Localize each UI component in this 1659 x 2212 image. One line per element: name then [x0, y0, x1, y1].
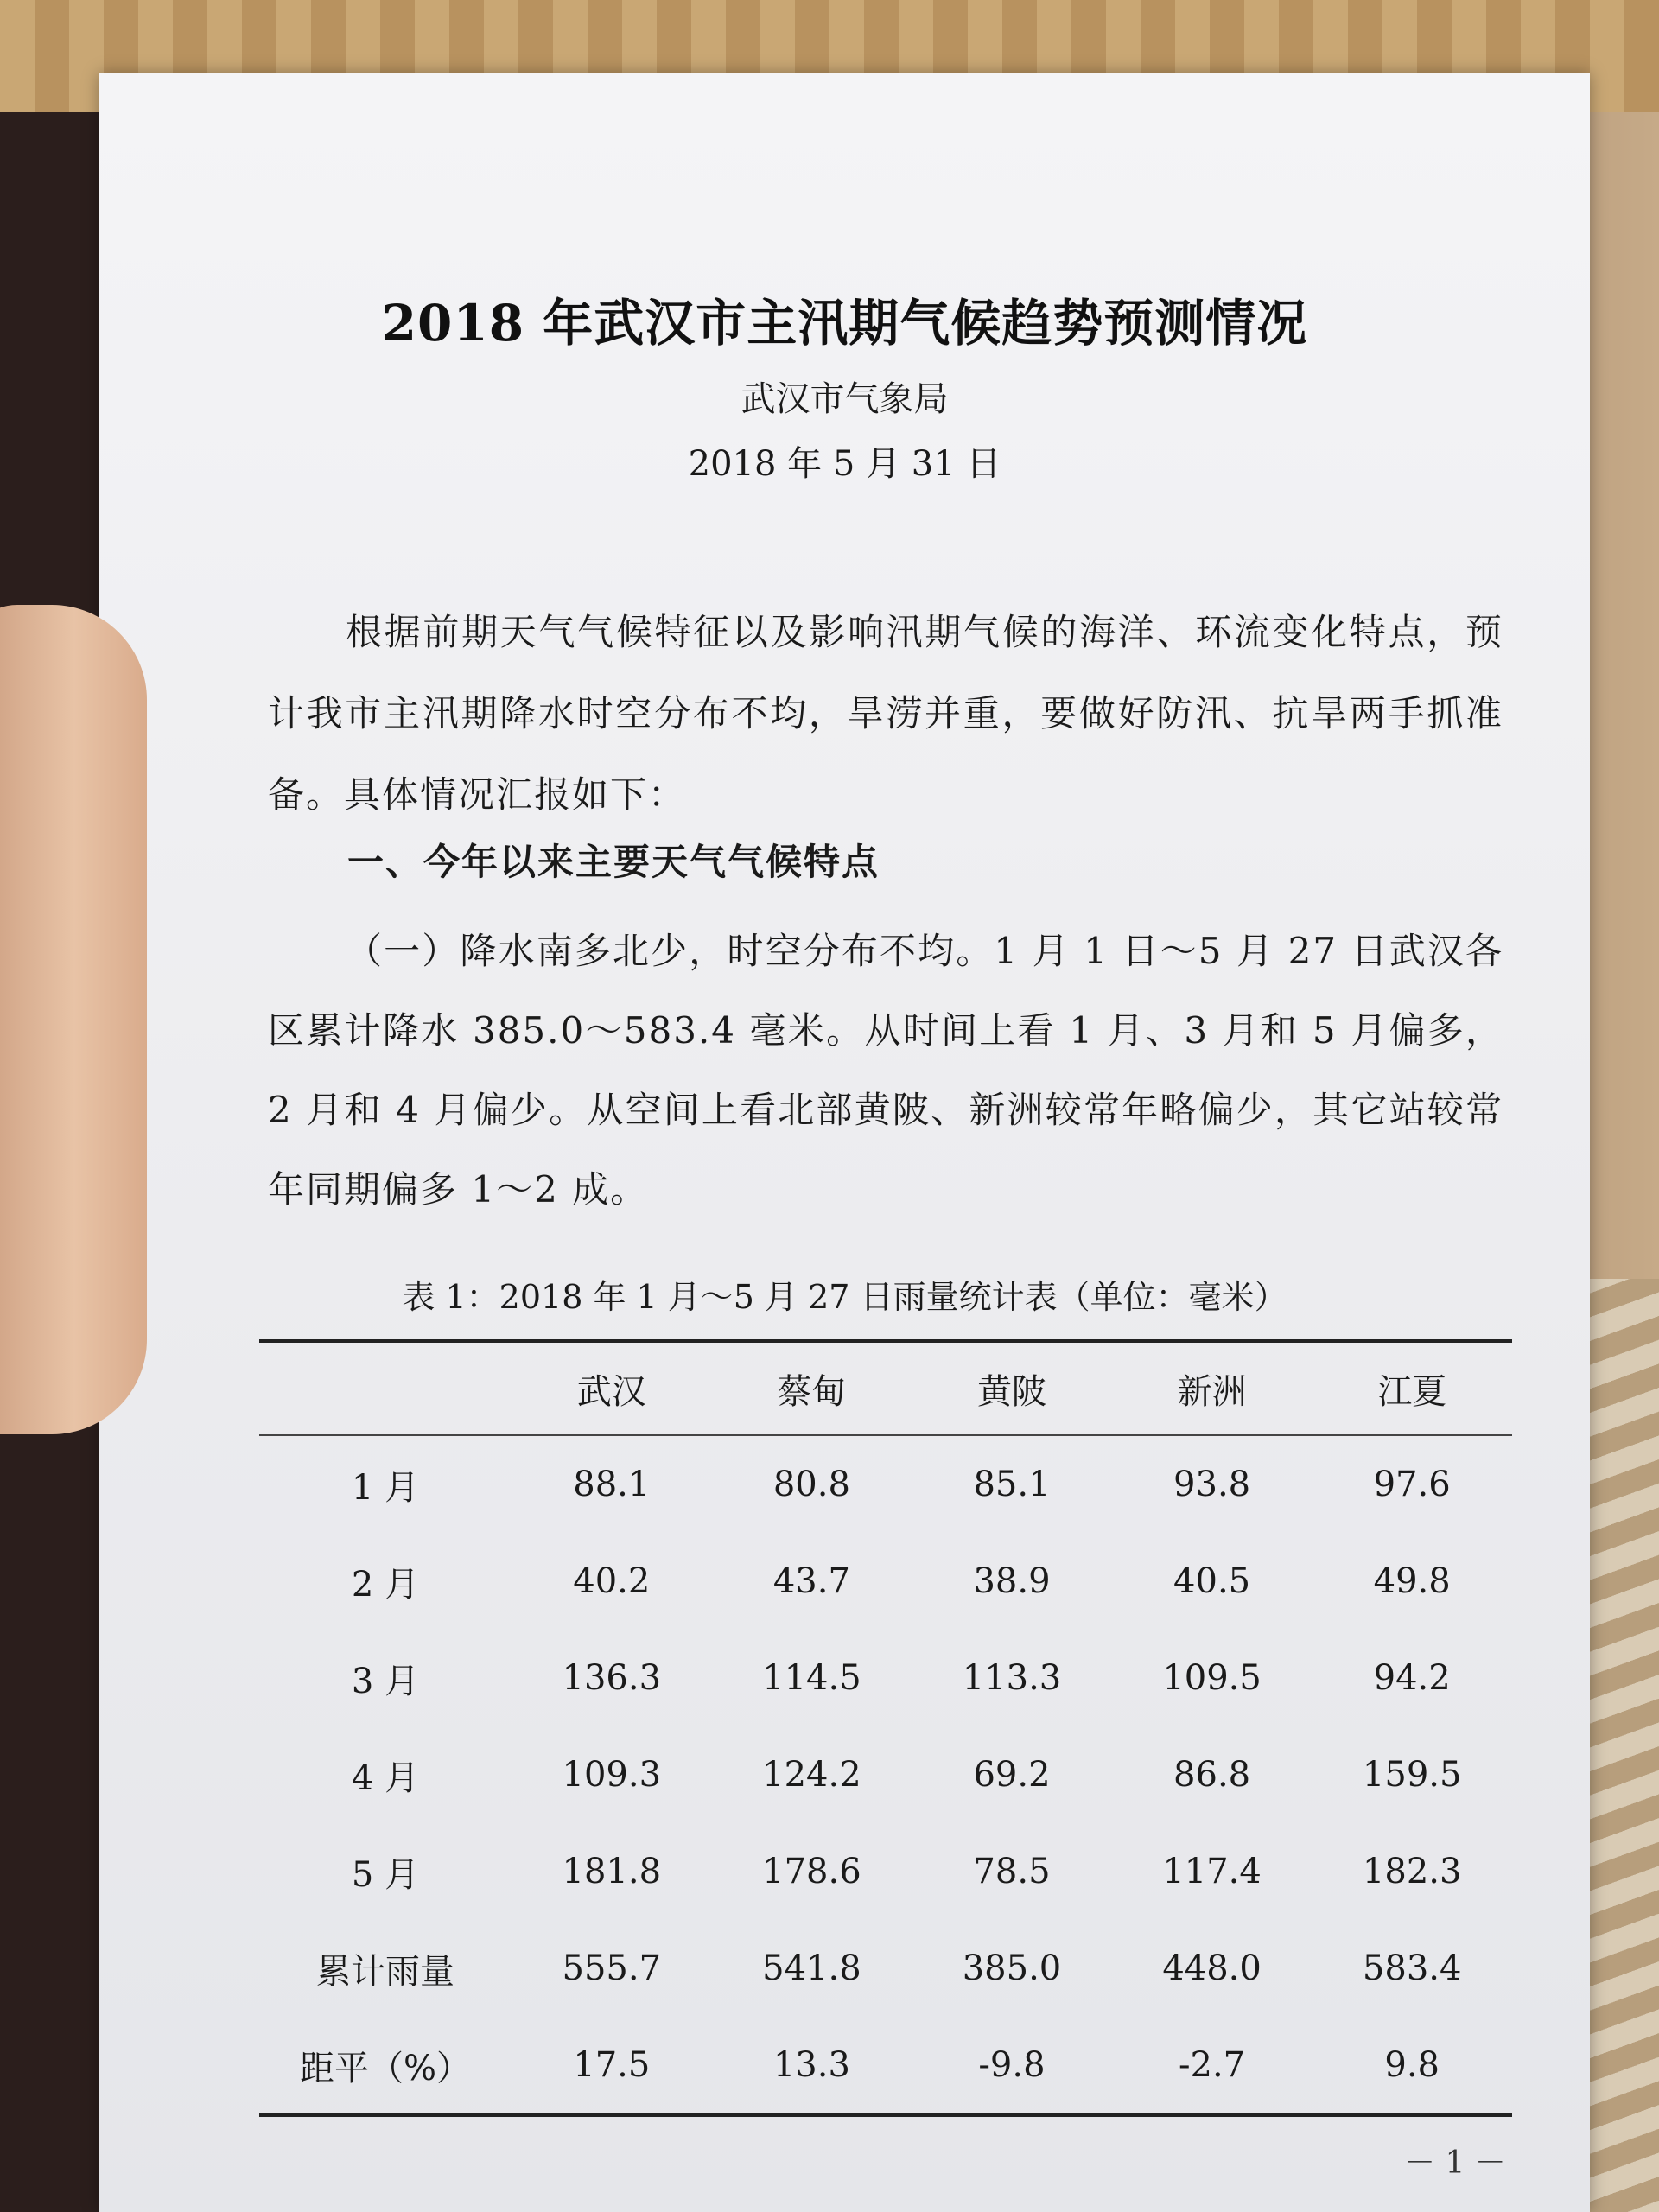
table-cell: 97.6 [1373, 1465, 1451, 1504]
table-row-label: 4 月 [351, 1758, 420, 1798]
table-row-label: 2 月 [351, 1564, 420, 1605]
table-header-cell: 蔡甸 [712, 1341, 912, 1435]
table-cell: 80.8 [772, 1465, 850, 1504]
table-row [259, 1726, 1512, 1823]
intro-paragraph: 根据前期天气气候特征以及影响汛期气候的海洋、环流变化特点，预计我市主汛期降水时空分布不均，旱涝并重，要做好防汛、抗旱两手抓准备。具体情况汇报如下： [268, 611, 1503, 816]
table-caption: 表 1：2018 年 1 月～5 月 27 日雨量统计表（单位：毫米） [402, 1278, 1287, 1316]
section-paragraph: （一）降水南多北少，时空分布不均。1 月 1 日～5 月 27 日武汉各区累计降水 385.0～583.4 毫米。从时间上看 1 月、3 月和 5 月偏多，2 月和 4 月偏少。从空间上看北部黄陂、新洲较常年略偏少，其它站较常年同期偏多 1～2 成。 [268, 930, 1503, 1211]
table-cell: 93.8 [1173, 1465, 1251, 1504]
document-page [99, 73, 1590, 2212]
table-row [259, 1435, 1512, 1533]
table-row [259, 1823, 1512, 1920]
table-row-label: 距平（%） [259, 2017, 512, 2115]
table-cell: 88.1 [573, 1465, 651, 1504]
document-date: 2018 年 5 月 31 日 [688, 444, 1001, 484]
table-cell: 13.3 [712, 2017, 912, 2115]
table-row [259, 1533, 1512, 1630]
table-row-label: 累计雨量 [316, 1951, 454, 1992]
table-header-cell: 武汉 [512, 1341, 712, 1435]
table-header-cell: 新洲 [1112, 1341, 1313, 1435]
table-cell: 40.2 [573, 1561, 651, 1601]
table-cell: 124.2 [762, 1755, 861, 1795]
table-cell: 109.3 [562, 1755, 662, 1795]
table-cell: 385.0 [962, 1948, 1062, 1988]
table-cell: 117.4 [1162, 1852, 1262, 1891]
holding-hand [0, 605, 147, 1434]
table-cell: 78.5 [973, 1852, 1051, 1891]
table-header-cell: 江夏 [1312, 1341, 1512, 1435]
table-row [259, 1920, 1512, 2017]
table-row-label: 3 月 [351, 1661, 420, 1701]
table-cell: 17.5 [512, 2017, 712, 2115]
table-cell: 43.7 [772, 1561, 850, 1601]
table-cell: 49.8 [1373, 1561, 1451, 1601]
table-cell: 85.1 [973, 1465, 1051, 1504]
table-cell: 181.8 [562, 1852, 662, 1891]
table-cell: 448.0 [1162, 1948, 1262, 1988]
table-row [259, 2017, 1512, 2115]
table-cell: 182.3 [1362, 1852, 1462, 1891]
table-row-label: 5 月 [351, 1854, 420, 1895]
table-row-label: 1 月 [351, 1467, 420, 1508]
table-cell: 113.3 [962, 1658, 1062, 1698]
table-cell: -9.8 [912, 2017, 1112, 2115]
table-cell: 38.9 [973, 1561, 1051, 1601]
rainfall-table [259, 1339, 1512, 2117]
page-number: － 1 － [1404, 2145, 1506, 2181]
table-header-cell [259, 1341, 512, 1435]
section-heading: 一、今年以来主要天气气候特点 [347, 841, 880, 883]
table-cell: 86.8 [1173, 1755, 1251, 1795]
table-cell: -2.7 [1112, 2017, 1313, 2115]
table-cell: 114.5 [762, 1658, 861, 1698]
table-cell: 109.5 [1162, 1658, 1262, 1698]
table-cell: 178.6 [762, 1852, 861, 1891]
table-cell: 9.8 [1312, 2017, 1512, 2115]
table-cell: 94.2 [1373, 1658, 1451, 1698]
table-cell: 541.8 [762, 1948, 861, 1988]
table-cell: 555.7 [562, 1948, 662, 1988]
table-cell: 136.3 [562, 1658, 662, 1698]
table-header-cell: 黄陂 [912, 1341, 1112, 1435]
document-title: 2018 年武汉市主汛期气候趋势预测情况 [381, 294, 1308, 353]
table-cell: 159.5 [1362, 1755, 1462, 1795]
table-cell: 40.5 [1173, 1561, 1251, 1601]
table-cell: 583.4 [1362, 1948, 1462, 1988]
table-row [259, 1630, 1512, 1726]
table-header-row [259, 1341, 1512, 1435]
table-cell: 69.2 [973, 1755, 1051, 1795]
document-organization: 武汉市气象局 [741, 379, 949, 419]
